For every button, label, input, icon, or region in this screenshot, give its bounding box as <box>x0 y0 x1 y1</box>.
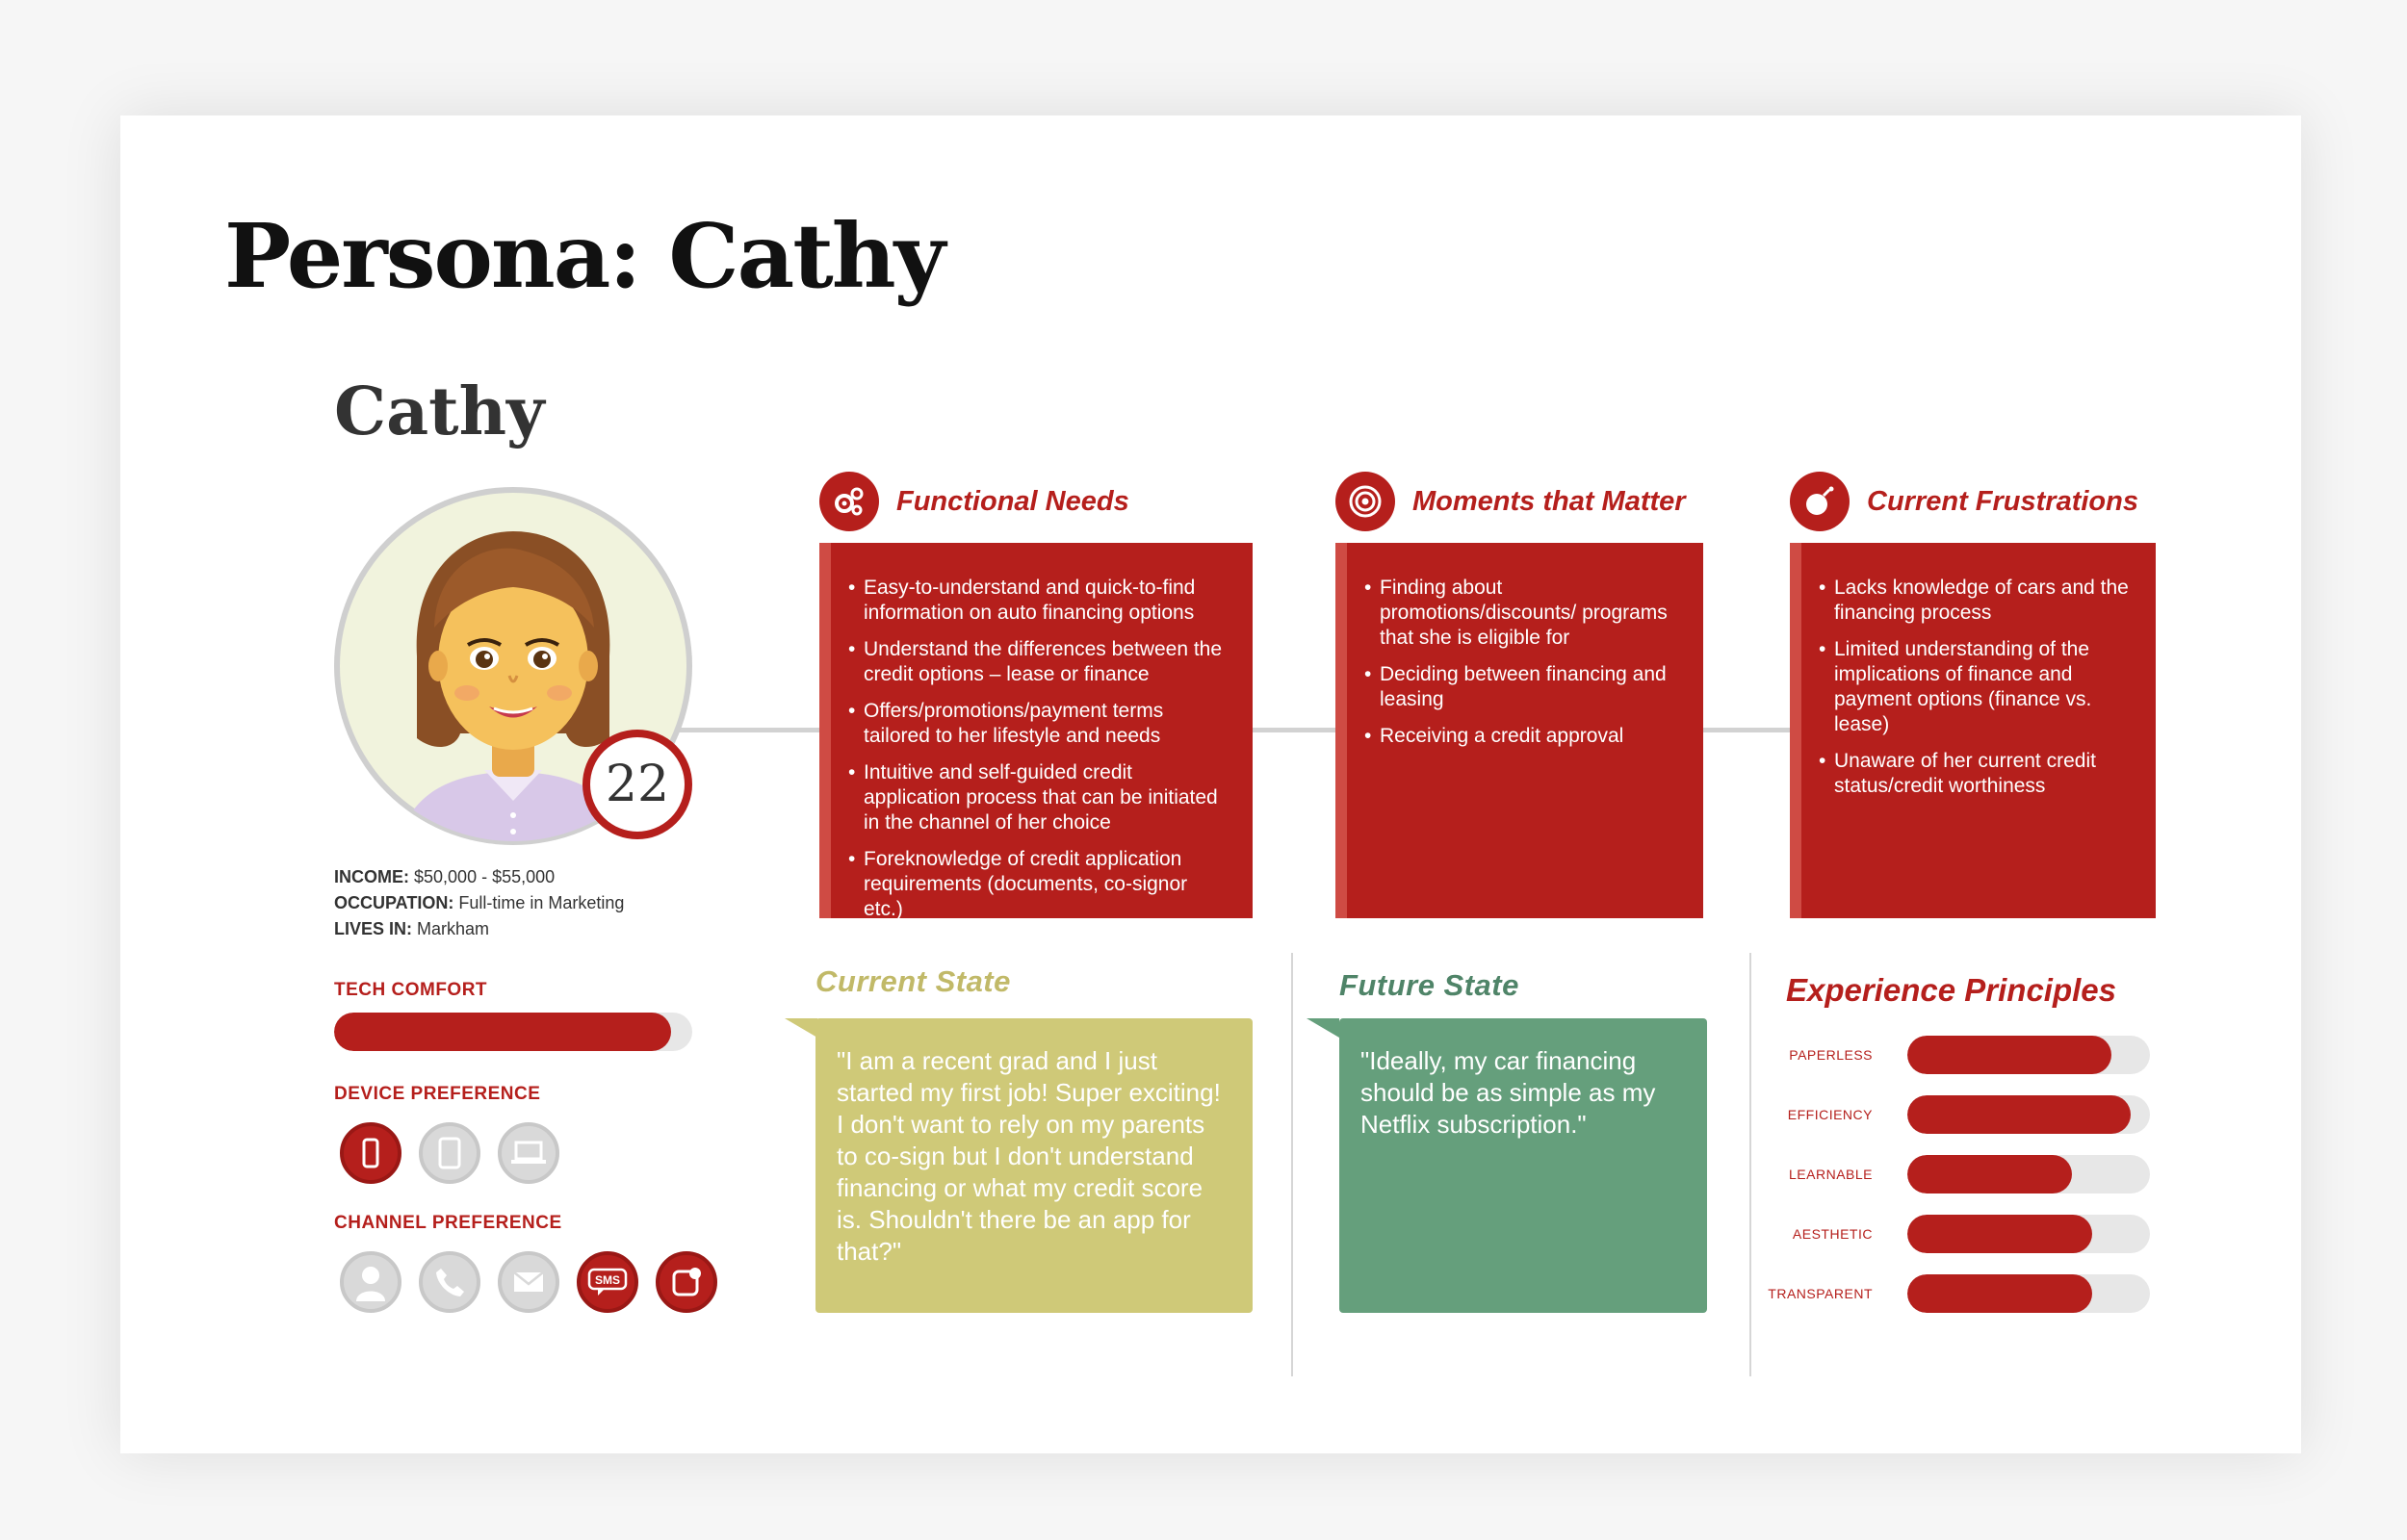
channel-preference-label: CHANNEL PREFERENCE <box>334 1213 562 1233</box>
principle-fill <box>1907 1215 2092 1253</box>
laptop-icon <box>498 1122 559 1184</box>
frustrations-header <box>1790 472 2138 531</box>
persona-name: Cathy <box>334 373 545 450</box>
sms-icon-text: SMS <box>594 1273 621 1287</box>
functional-needs-title: Functional Needs <box>896 485 1129 517</box>
functional-needs-list <box>848 576 1231 922</box>
list-item: • Understand the differences between the credit options – lease or finance <box>848 637 1231 687</box>
frustrations-title: Current Frustrations <box>1867 485 2138 517</box>
current-state-quote: "I am a recent grad and I just started my first job! Super exciting! I don't want to rely on my parents to co-sign but I don't understand financing or what my credit score is. Shouldn't there be an app for that?" <box>815 1018 1253 1313</box>
list-item: • Finding about promotions/discounts/ programs that she is eligible for <box>1364 576 1682 651</box>
moments-list <box>1364 576 1682 749</box>
principle-fill <box>1907 1274 2092 1313</box>
income-row <box>334 864 624 890</box>
tablet-icon <box>419 1122 480 1184</box>
principle-label-paperless: PAPERLESS <box>1789 1047 1873 1063</box>
list-item: • Easy-to-understand and quick-to-find information on auto financing options <box>848 576 1231 626</box>
principle-label-aesthetic: AESTHETIC <box>1792 1226 1873 1242</box>
persona-card <box>120 116 2301 1453</box>
age-badge: 22 <box>582 730 692 839</box>
principle-label-learnable: LEARNABLE <box>1789 1167 1873 1182</box>
frustrations-box <box>1790 543 2156 918</box>
list-item: • Limited understanding of the implications of finance and payment options (finance vs. lease) <box>1819 637 2135 737</box>
occupation-value: Full-time in Marketing <box>458 893 625 912</box>
principle-label-transparent: TRANSPARENT <box>1768 1286 1873 1301</box>
occupation-row <box>334 890 624 916</box>
moments-header <box>1335 472 1686 531</box>
current-state-title: Current State <box>815 964 1011 998</box>
email-icon <box>498 1251 559 1313</box>
income-value: $50,000 - $55,000 <box>414 867 556 886</box>
moments-box <box>1335 543 1703 918</box>
tech-comfort-label: TECH COMFORT <box>334 980 488 1000</box>
sms-icon <box>577 1251 638 1313</box>
list-item: • Unaware of her current credit status/credit worthiness <box>1819 749 2135 799</box>
frustrations-list <box>1819 576 2135 799</box>
principle-bar-learnable <box>1907 1155 2150 1194</box>
future-state-pointer <box>1307 1018 1339 1038</box>
principle-bar-paperless <box>1907 1036 2150 1074</box>
moments-title: Moments that Matter <box>1412 485 1686 517</box>
lives-value: Markham <box>417 919 490 938</box>
principle-bar-aesthetic <box>1907 1215 2150 1253</box>
list-item: • Deciding between financing and leasing <box>1364 662 1682 712</box>
list-item: • Receiving a credit approval <box>1364 724 1682 749</box>
future-state-title: Future State <box>1339 968 1519 1002</box>
page-title: Persona: Cathy <box>224 204 945 308</box>
bomb-icon <box>1790 472 1850 531</box>
principle-fill <box>1907 1155 2072 1194</box>
list-item: • Intuitive and self-guided credit application process that can be initiated in the channel of her choice <box>848 760 1231 835</box>
list-item: • Lacks knowledge of cars and the financing process <box>1819 576 2135 626</box>
target-icon <box>1335 472 1395 531</box>
principle-label-efficiency: EFFICIENCY <box>1787 1107 1873 1122</box>
functional-needs-header <box>819 472 1129 531</box>
income-label: INCOME: <box>334 867 409 886</box>
gears-icon <box>819 472 879 531</box>
divider <box>1291 953 1293 1376</box>
list-item: • Offers/promotions/payment terms tailored to her lifestyle and needs <box>848 699 1231 749</box>
tech-comfort-bar <box>334 1013 692 1051</box>
principle-bar-transparent <box>1907 1274 2150 1313</box>
tech-comfort-fill <box>334 1013 671 1051</box>
app-notification-icon <box>656 1251 717 1313</box>
lives-row <box>334 916 624 942</box>
list-item: • Foreknowledge of credit application requirements (documents, co-signor etc.) <box>848 847 1231 922</box>
lives-label: LIVES IN: <box>334 919 413 938</box>
device-preference-label: DEVICE PREFERENCE <box>334 1084 541 1104</box>
principle-fill <box>1907 1095 2131 1134</box>
persona-info <box>334 864 624 942</box>
functional-needs-box <box>819 543 1253 918</box>
principle-fill <box>1907 1036 2111 1074</box>
occupation-label: OCCUPATION: <box>334 893 454 912</box>
principle-bar-efficiency <box>1907 1095 2150 1134</box>
future-state-quote: "Ideally, my car financing should be as simple as my Netflix subscription." <box>1339 1018 1707 1313</box>
person-icon <box>340 1251 401 1313</box>
current-state-pointer <box>785 1018 817 1038</box>
phone-icon <box>419 1251 480 1313</box>
divider <box>1749 953 1751 1376</box>
smartphone-icon <box>340 1122 401 1184</box>
experience-principles-title: Experience Principles <box>1786 972 2117 1008</box>
